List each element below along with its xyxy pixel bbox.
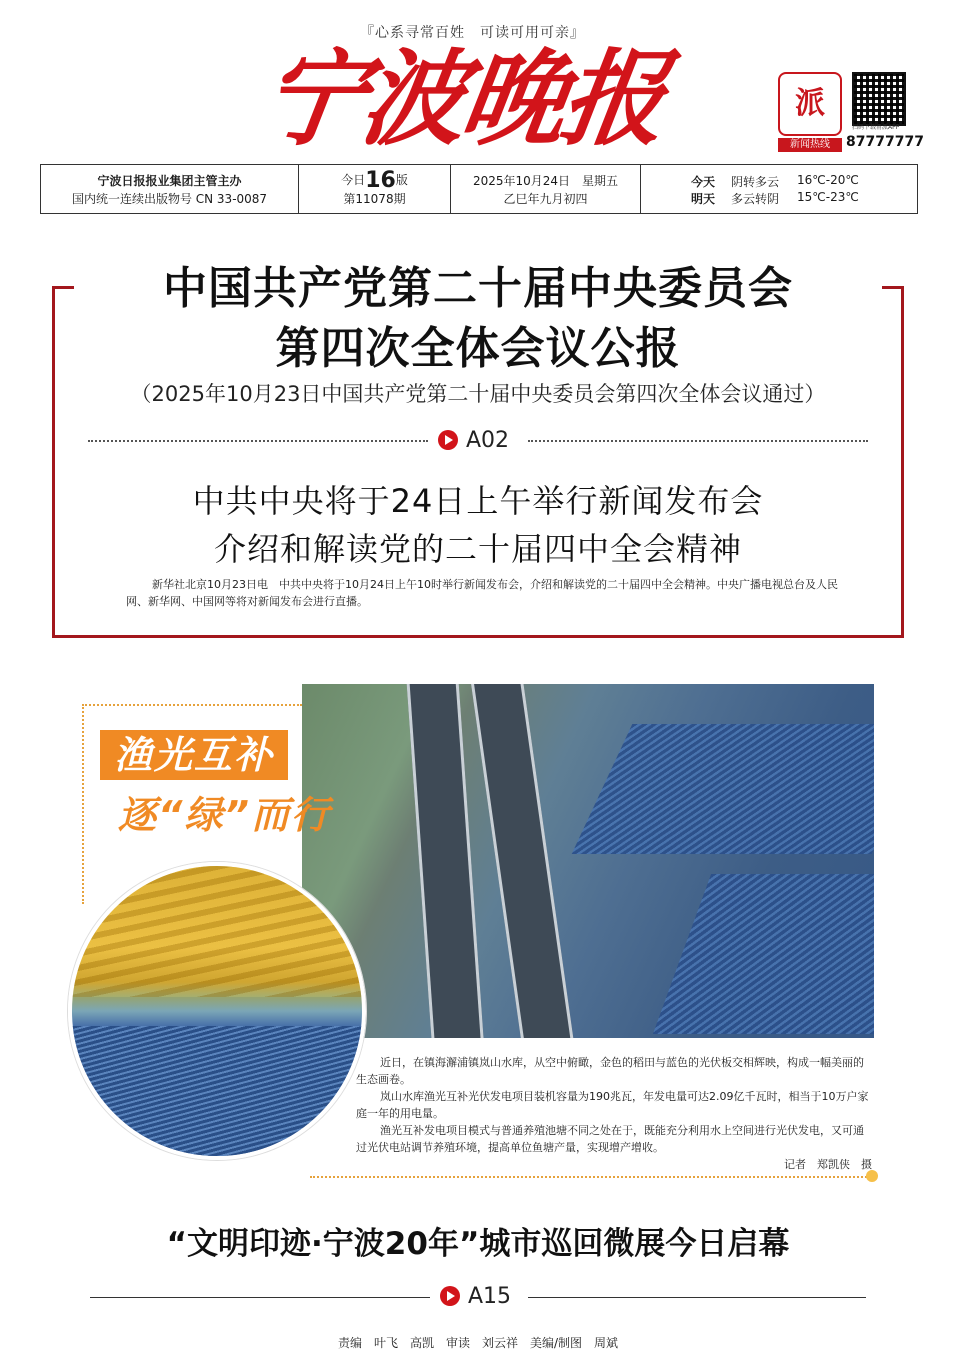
rice-field: [72, 866, 362, 997]
publisher-cell: [41, 165, 299, 213]
divider-left: [88, 440, 428, 442]
lead-title-line2[interactable]: 第四次全体会议公报: [275, 323, 681, 374]
divider-right: [528, 440, 868, 442]
lunar-date: 乙巳年九月初四: [503, 192, 588, 206]
edition-count: 16: [365, 168, 396, 193]
lead-title-line1[interactable]: 中国共产党第二十届中央委员会: [163, 263, 793, 314]
sub-headline-line2[interactable]: 介绍和解读党的二十届四中全会精神: [213, 530, 742, 568]
caption-paragraph-3: 渔光互补发电项目模式与普通养殖池塘不同之处在于，既能充分利用水上空间进行光伏发电，又可通过光伏电站调节养殖环境，提高单位鱼塘产量，实现增产增收。: [356, 1124, 864, 1154]
qr-code-icon[interactable]: [852, 72, 906, 126]
caption-paragraph-2: 岚山水库渔光互补光伏发电项目装机容量为190兆瓦，年发电量可达2.09亿千瓦时，相当于10万户家庭一年的用电量。: [356, 1090, 869, 1120]
weather-desc-today: 阴转多云: [731, 175, 780, 189]
solar-panels-lower: [653, 874, 874, 1034]
highway-left: [405, 684, 486, 1038]
hotline-number: 87777777: [846, 134, 924, 150]
edition-cell: [299, 165, 451, 213]
caption-paragraph-1: 近日，在镇海澥浦镇岚山水库，从空中俯瞰，金色的稻田与蓝色的光伏板交相辉映，构成一幅美丽的生态画卷。: [356, 1056, 864, 1086]
feature-title-line2[interactable]: 逐“绿”而行: [118, 793, 331, 837]
hotline-label: 新闻热线: [778, 138, 842, 152]
play-icon: [438, 430, 458, 450]
publication-number: 国内统一连续出版物号 CN 33-0087: [71, 192, 268, 206]
editor-credits: 责编 叶飞 高凯 审读 刘云祥 美编/制图 周斌: [337, 1336, 619, 1350]
qr-code-label: 扫码下载甬派APP: [852, 124, 900, 131]
lead-body: [126, 576, 846, 610]
feature-caption: [356, 1054, 872, 1173]
bottom-divider-right: [528, 1297, 866, 1298]
weather-day-today: 今天: [691, 175, 716, 189]
feature-title-line1[interactable]: 渔光互补: [100, 730, 288, 780]
publisher-name: 宁波日报报业集团主管主办: [97, 174, 242, 188]
edition-prefix: 今日: [341, 173, 366, 187]
app-logo-glyph: 派: [795, 86, 825, 121]
gregorian-date: 2025年10月24日 星期五: [472, 174, 619, 188]
aerial-photo-solar-farm[interactable]: [302, 684, 874, 1038]
highway-right: [469, 684, 579, 1038]
solar-panels-upper: [572, 724, 874, 854]
bottom-page-ref: A15: [468, 1284, 512, 1309]
newspaper-logo: 宁波晚报: [253, 37, 671, 160]
photo-credit: 记者 郑凯侠 摄: [784, 1158, 872, 1171]
edition-suffix: 版: [395, 173, 408, 187]
lead-page-link[interactable]: [438, 428, 509, 453]
sub-headline-line1[interactable]: 中共中央将于24日上午举行新闻发布会: [192, 482, 764, 520]
date-cell: [451, 165, 641, 213]
weather-temp-today: 16℃-20℃: [797, 173, 859, 187]
bottom-page-link[interactable]: [440, 1284, 511, 1309]
weather-desc-tomorrow: 多云转阴: [731, 192, 780, 206]
info-bar: [40, 164, 918, 214]
issue-number: 第11078期: [343, 192, 406, 206]
lead-body-text: 新华社北京10月23日电 中共中央将于10月24日上午10时举行新闻发布会，介绍和解读党的二十届四中全会精神。中央广播电视总台及人民网、新华网、中国网等将对新闻发布会进行直播。: [126, 578, 838, 608]
weather-cell: [641, 165, 917, 213]
feature-frame-bottom: [310, 1176, 874, 1178]
weather-temp-tomorrow: 15℃-23℃: [797, 190, 859, 204]
play-icon: [440, 1286, 460, 1306]
bottom-divider-left: [90, 1297, 430, 1298]
lead-page-ref: A02: [466, 428, 510, 453]
feature-frame-top: [82, 704, 302, 706]
lead-subtitle: （2025年10月23日中国共产党第二十届中央委员会第四次全体会议通过）: [130, 382, 826, 406]
masthead-slogan: 『心系寻常百姓 可读可用可亲』: [360, 25, 585, 41]
app-logo-icon[interactable]: [778, 72, 842, 136]
solar-panel-rows: [72, 1026, 362, 1157]
weather-day-tomorrow: 明天: [691, 192, 716, 206]
bottom-headline[interactable]: “文明印迹·宁波20年”城市巡回微展今日启幕: [166, 1226, 790, 1262]
circle-photo-rice-and-solar[interactable]: [68, 862, 366, 1160]
